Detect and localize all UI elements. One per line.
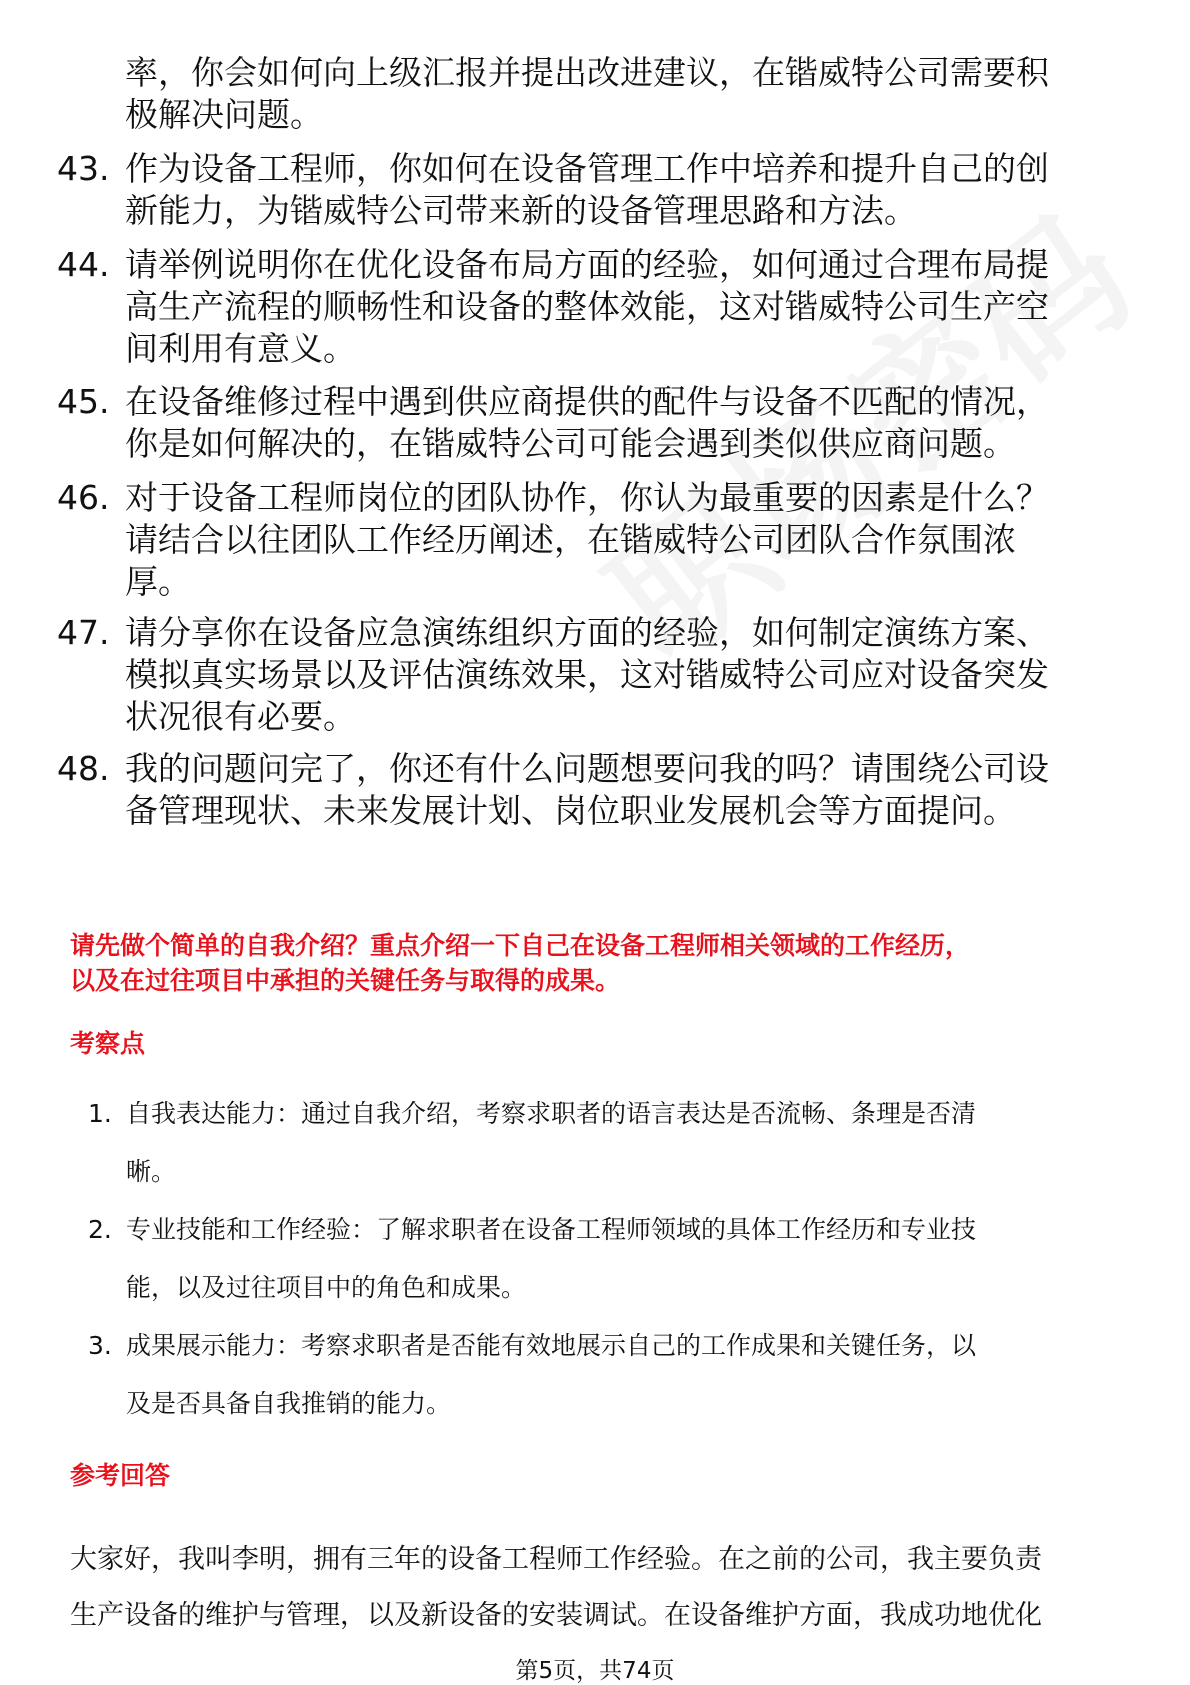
question-line: 高生产流程的顺畅性和设备的整体效能，这对锴威特公司生产空	[125, 287, 1049, 326]
interview-prompt	[70, 928, 1130, 998]
question-line: 请结合以往团队工作经历阐述，在锴威特公司团队合作氛围浓	[125, 520, 1016, 559]
list-item-line: 专业技能和工作经验：了解求职者在设备工程师领域的具体工作经历和专业技	[126, 1215, 977, 1244]
question-line: 模拟真实场景以及评估演练效果，这对锴威特公司应对设备突发	[125, 655, 1049, 694]
prompt-line: 请先做个简单的自我介绍？重点介绍一下自己在设备工程师相关领域的工作经历，	[70, 931, 971, 960]
assessment-list	[70, 1085, 1130, 1433]
list-item-line: 自我表达能力：通过自我介绍，考察求职者的语言表达是否流畅、条理是否清	[126, 1099, 977, 1128]
question-46	[57, 477, 1117, 603]
continuation-line: 极解决问题。	[125, 95, 323, 134]
list-item-line: 晰。	[126, 1157, 177, 1186]
reference-answer-heading: 参考回答	[70, 1461, 171, 1490]
question-number: 47.	[57, 613, 110, 652]
question-line: 我的问题问完了，你还有什么问题想要问我的吗？请围绕公司设	[125, 749, 1049, 788]
question-number: 45.	[57, 382, 110, 421]
question-line: 状况很有必要。	[125, 697, 356, 736]
list-item	[70, 1201, 1130, 1317]
question-number: 46.	[57, 478, 110, 517]
answer-line: 生产设备的维护与管理，以及新设备的安装调试。在设备维护方面，我成功地优化	[70, 1600, 1042, 1631]
question-line: 备管理现状、未来发展计划、岗位职业发展机会等方面提问。	[125, 791, 1016, 830]
prompt-line: 以及在过往项目中承担的关键任务与取得的成果。	[70, 966, 621, 995]
question-line: 新能力，为锴威特公司带来新的设备管理思路和方法。	[125, 191, 917, 230]
question-line: 间利用有意义。	[125, 329, 356, 368]
question-line: 请分享你在设备应急演练组织方面的经验，如何制定演练方案、	[125, 613, 1049, 652]
question-number: 48.	[57, 749, 110, 788]
list-item-number: 2.	[88, 1215, 112, 1244]
list-item-number: 1.	[88, 1099, 112, 1128]
reference-answer	[70, 1532, 1130, 1644]
answer-line: 大家好，我叫李明，拥有三年的设备工程师工作经验。在之前的公司，我主要负责	[70, 1544, 1042, 1575]
question-43	[57, 148, 1117, 232]
question-45	[57, 381, 1117, 465]
list-item	[70, 1085, 1130, 1201]
question-number: 43.	[57, 149, 110, 188]
question-line: 对于设备工程师岗位的团队协作，你认为最重要的因素是什么？	[125, 478, 1049, 517]
list-item	[70, 1317, 1130, 1433]
question-line: 在设备维修过程中遇到供应商提供的配件与设备不匹配的情况，	[125, 382, 1049, 421]
list-item-line: 成果展示能力：考察求职者是否能有效地展示自己的工作成果和关键任务，以	[126, 1331, 977, 1360]
question-line: 厚。	[125, 562, 191, 601]
list-item-line: 能，以及过往项目中的角色和成果。	[126, 1273, 527, 1302]
continuation-line: 率，你会如何向上级汇报并提出改进建议，在锴威特公司需要积	[125, 53, 1049, 92]
question-44	[57, 244, 1117, 370]
question-47	[57, 612, 1117, 738]
question-48	[57, 748, 1117, 832]
question-42-continuation	[125, 52, 1049, 136]
assessment-heading: 考察点	[70, 1029, 146, 1058]
list-item-number: 3.	[88, 1331, 112, 1360]
list-item-line: 及是否具备自我推销的能力。	[126, 1389, 452, 1418]
question-line: 作为设备工程师，你如何在设备管理工作中培养和提升自己的创	[125, 149, 1049, 188]
page-footer: 第5页，共74页	[515, 1658, 675, 1684]
question-line: 你是如何解决的，在锴威特公司可能会遇到类似供应商问题。	[125, 424, 1016, 463]
question-number: 44.	[57, 245, 110, 284]
question-line: 请举例说明你在优化设备布局方面的经验，如何通过合理布局提	[125, 245, 1049, 284]
